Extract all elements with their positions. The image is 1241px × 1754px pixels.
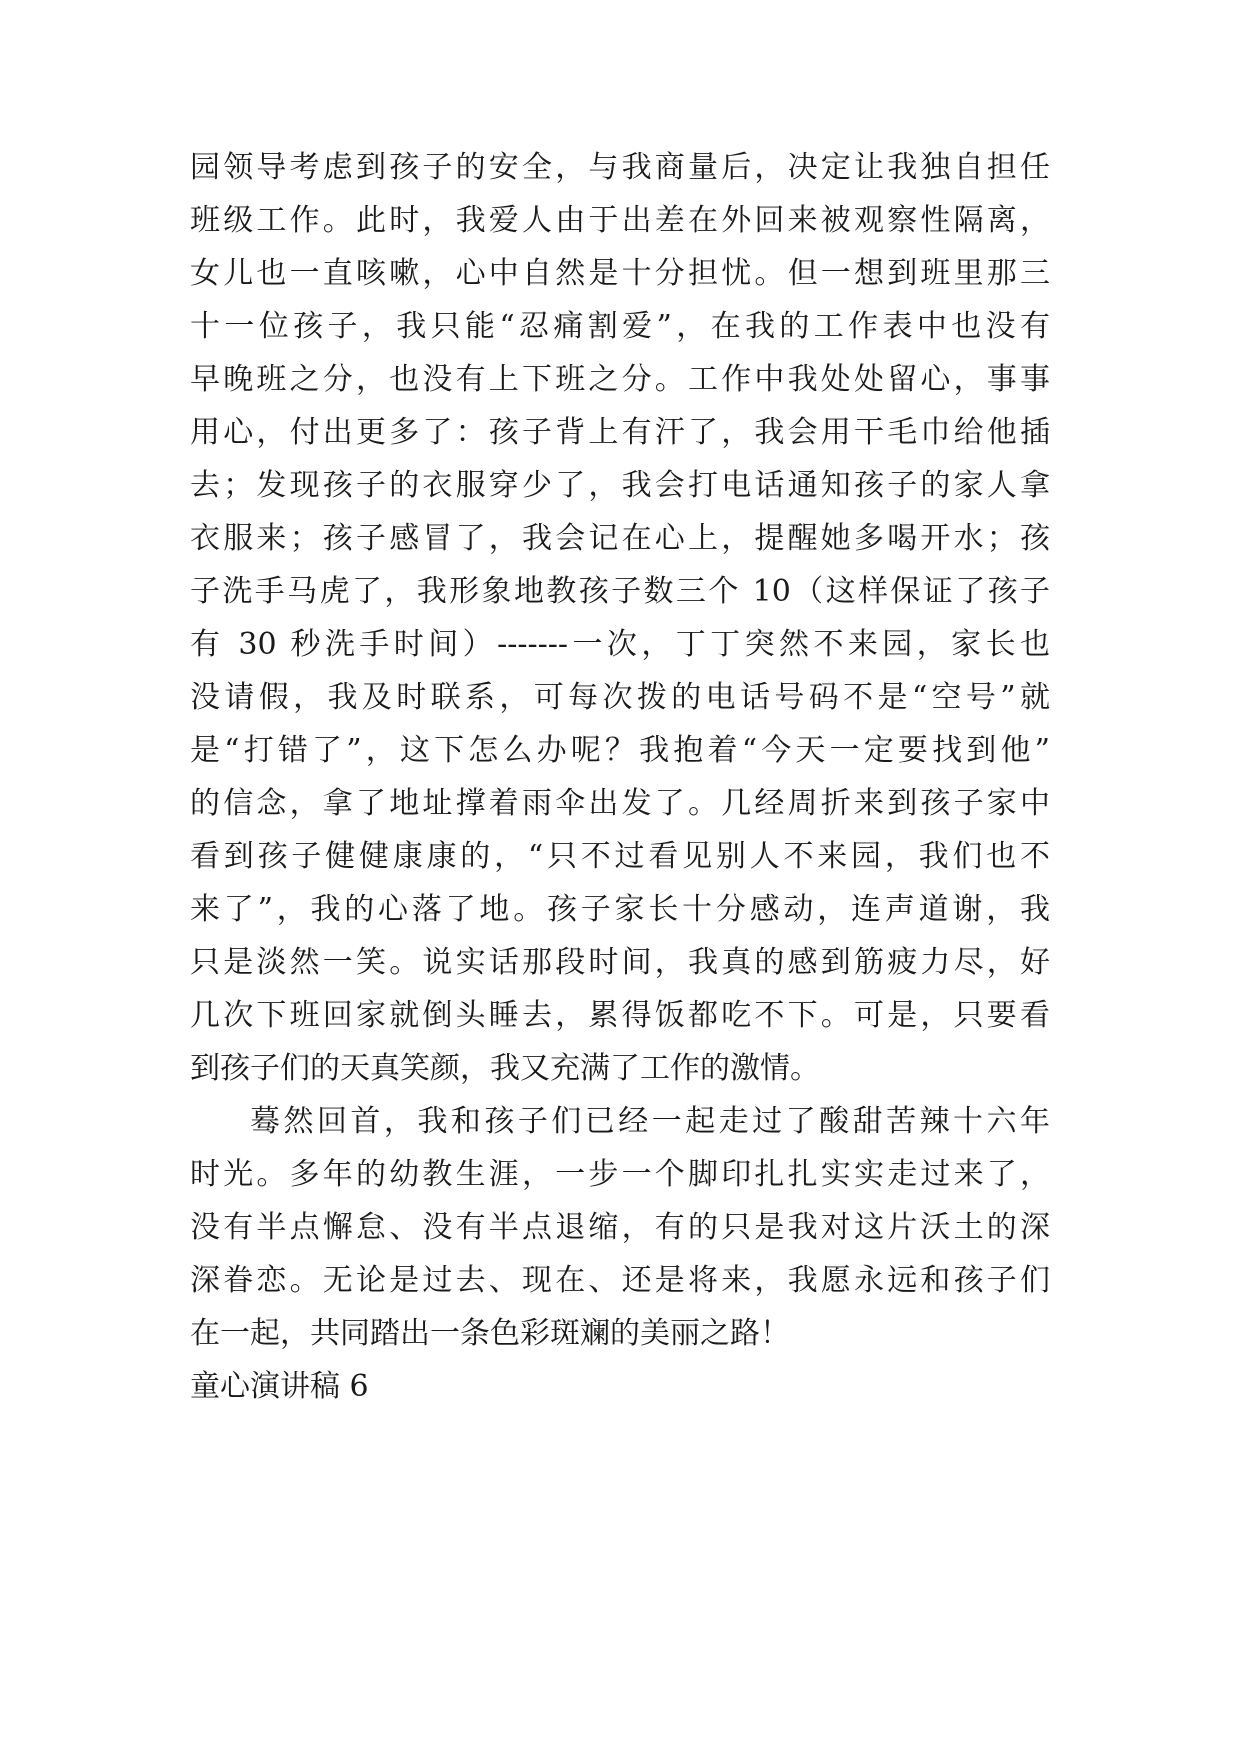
text-line: 时光。多年的幼教生涯，一步一个脚印扎扎实实走过来了， bbox=[190, 1157, 1050, 1192]
text-line: 女儿也一直咳嗽，心中自然是十分担忧。但一想到班里那三 bbox=[190, 256, 1050, 291]
text-line: 早晚班之分，也没有上下班之分。工作中我处处留心，事事 bbox=[190, 362, 1050, 397]
text-line: 到孩子们的天真笑颜，我又充满了工作的激情。 bbox=[190, 1051, 820, 1086]
text-line: 几次下班回家就倒头睡去，累得饭都吃不下。可是，只要看 bbox=[190, 998, 1050, 1033]
text-line: 去；发现孩子的衣服穿少了，我会打电话通知孩子的家人拿 bbox=[190, 468, 1050, 503]
text-line: 在一起，共同踏出一条色彩斑斓的美丽之路！ bbox=[190, 1316, 790, 1351]
text-line: 深眷恋。无论是过去、现在、还是将来，我愿永远和孩子们 bbox=[190, 1263, 1050, 1298]
text-line: 是“打错了”，这下怎么办呢？我抱着“今天一定要找到他” bbox=[190, 733, 1050, 768]
text-line: 园领导考虑到孩子的安全，与我商量后，决定让我独自担任 bbox=[190, 150, 1050, 185]
text-line: 没请假，我及时联系，可每次拨的电话号码不是“空号”就 bbox=[190, 680, 1050, 715]
text-line: 来了”，我的心落了地。孩子家长十分感动，连声道谢，我 bbox=[190, 892, 1050, 927]
text-line: 衣服来；孩子感冒了，我会记在心上，提醒她多喝开水；孩 bbox=[190, 521, 1050, 556]
text-line: 十一位孩子，我只能“忍痛割爱”，在我的工作表中也没有 bbox=[190, 309, 1050, 344]
text-line: 的信念，拿了地址撑着雨伞出发了。几经周折来到孩子家中 bbox=[190, 786, 1050, 821]
text-line: 蓦然回首，我和孩子们已经一起走过了酸甜苦辣十六年 bbox=[250, 1104, 1050, 1139]
text-line: 没有半点懈怠、没有半点退缩，有的只是我对这片沃土的深 bbox=[190, 1210, 1050, 1245]
text-line: 用心，付出更多了：孩子背上有汗了，我会用干毛巾给他插 bbox=[190, 415, 1050, 450]
text-line: 只是淡然一笑。说实话那段时间，我真的感到筋疲力尽，好 bbox=[190, 945, 1050, 980]
text-line: 班级工作。此时，我爱人由于出差在外回来被观察性隔离， bbox=[190, 203, 1050, 238]
text-line: 子洗手马虎了，我形象地教孩子数三个 10（这样保证了孩子 bbox=[190, 574, 1050, 609]
section-heading: 童心演讲稿 6 bbox=[190, 1369, 369, 1404]
text-line: 有 30 秒洗手时间）-------一次，丁丁突然不来园，家长也 bbox=[190, 627, 1050, 662]
text-line: 看到孩子健健康康的，“只不过看见别人不来园，我们也不 bbox=[190, 839, 1050, 874]
